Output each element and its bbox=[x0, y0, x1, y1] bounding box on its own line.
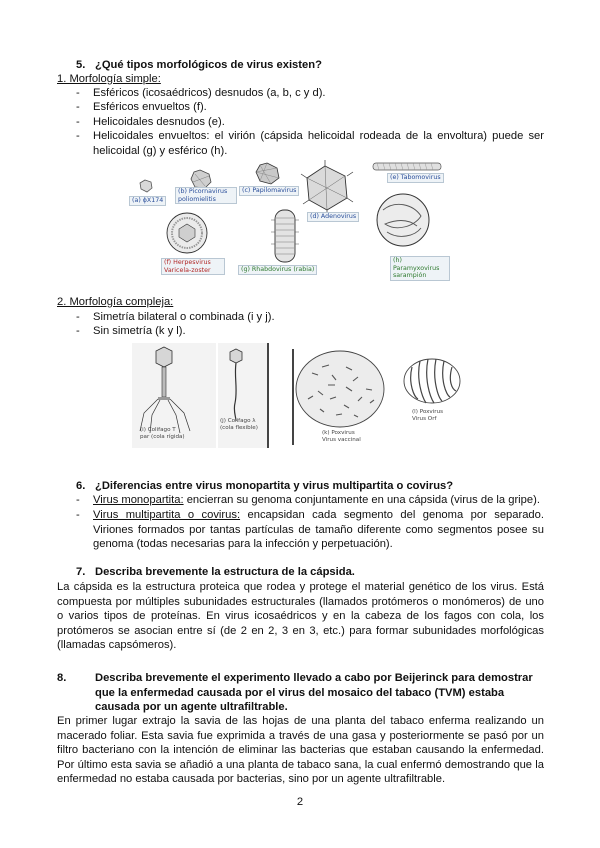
label-virus-e: (e) Tabomovirus bbox=[387, 173, 444, 183]
virus-g-drawing bbox=[271, 210, 299, 262]
simple-item-4: - Helicoidales envueltos: el virión (cápsida helicoidal rodeada de la envoltura) puede ser helicoidal (g) y esférico (h). bbox=[76, 129, 544, 158]
q7-heading bbox=[76, 565, 544, 580]
label-virus-h: (h) Paramyxovirus sarampión bbox=[390, 256, 450, 281]
label-virus-d: (d) Adenovirus bbox=[307, 212, 359, 222]
term-monopartita: Virus monopartita: bbox=[93, 494, 184, 506]
q6-item-monopartita bbox=[76, 493, 544, 508]
q7-number: 7. bbox=[76, 566, 86, 578]
q8-heading bbox=[57, 671, 544, 715]
virus-a-drawing bbox=[140, 180, 152, 192]
complex-morphology-figure bbox=[132, 343, 470, 448]
label-virus-k: (k) Poxvirus Virus vaccinal bbox=[322, 430, 361, 443]
text-monopartita: encierran su genoma conjuntamente en una cápsida (virus de la gripe). bbox=[183, 494, 540, 506]
label-virus-b: (b) Picornavirus poliomielitis bbox=[175, 187, 237, 204]
virus-l-drawing bbox=[404, 359, 460, 403]
label-virus-f: (f) Herpesvirus Varicela-zoster bbox=[161, 258, 225, 275]
label-virus-i: (i) Colifago T par (cola rígida) bbox=[140, 427, 185, 440]
q5-number: 5. bbox=[76, 59, 86, 71]
virus-b-drawing bbox=[191, 170, 211, 188]
virus-f-drawing bbox=[167, 213, 207, 253]
q6-item-multipartita bbox=[76, 508, 544, 552]
virus-k-drawing bbox=[296, 351, 384, 427]
panel-divider-left bbox=[267, 343, 269, 448]
q5-title: ¿Qué tipos morfológicos de virus existen? bbox=[95, 59, 322, 71]
virus-c-drawing bbox=[256, 163, 279, 184]
complex-morphology-heading: 2. Morfología compleja: bbox=[57, 296, 174, 308]
simple-morphology-heading: 1. Morfología simple: bbox=[57, 73, 161, 85]
panel-divider-right bbox=[292, 349, 294, 445]
q6-heading bbox=[76, 479, 544, 494]
panel-j-bg bbox=[218, 343, 268, 448]
text-multipartita: encapsidan cada segmento del genoma por separado. Viriones formados por tantas partículas de tamaño diferente como segmentos posee su genoma (todas necesarias para la infección y perpetuación). bbox=[93, 509, 544, 551]
label-virus-l: (l) Poxvirus Virus Orf bbox=[412, 409, 444, 422]
simple-item-2: - Esféricos envueltos (f). bbox=[76, 100, 544, 115]
label-virus-g: (g) Rhabdovirus (rabia) bbox=[238, 265, 317, 275]
q7-answer: La cápsida es la estructura proteica que rodea y protege el material genético de los virus. Está compuesta por múltiples subunidades estructurales (llamados protómeros o monómeros) de uno o varios tipos de proteínas. En virus icosaédricos y en la cabeza de los fagos con cola, los protómeros se asocian entre sí (de 2 en 2, 3 en 3, etc.) para formar subunidades morfológicas (llamadas capsómeros). bbox=[57, 581, 544, 652]
q8-number: 8. bbox=[57, 672, 67, 684]
simple-item-1: - Esféricos (icosaédricos) desnudos (a, b, c y d). bbox=[76, 86, 544, 101]
q6-number: 6. bbox=[76, 480, 86, 492]
q7-title: Describa brevemente la estructura de la cápsida. bbox=[95, 566, 355, 578]
virus-e-drawing bbox=[373, 163, 441, 170]
label-virus-c: (c) Papilomavirus bbox=[239, 186, 299, 196]
page-number: 2 bbox=[296, 796, 304, 808]
virus-h-drawing bbox=[377, 194, 429, 246]
label-virus-a: (a) ϕX174 bbox=[129, 196, 166, 206]
virus-d-drawing bbox=[301, 160, 353, 216]
simple-item-3: - Helicoidales desnudos (e). bbox=[76, 115, 544, 130]
q8-title: Describa brevemente el experimento llevado a cabo por Beijerinck para demostrar que la enfermedad causada por el virus del mosaico del tabaco (TVM) estaba causada por un agente ultrafiltrable. bbox=[95, 672, 533, 714]
q6-title: ¿Diferencias entre virus monopartita y virus multipartita o covirus? bbox=[95, 480, 454, 492]
complex-item-2: - Sin simetría (k y l). bbox=[76, 324, 544, 339]
complex-item-1: - Simetría bilateral o combinada (i y j). bbox=[76, 310, 544, 325]
label-virus-j: (j) Colifago λ (cola flexible) bbox=[220, 418, 258, 431]
simple-morphology-figure bbox=[125, 160, 445, 285]
q8-answer: En primer lugar extrajo la savia de las hojas de una planta del tabaco enferma realizando un macerado foliar. Esta savia fue exprimida a través de una gasa y posteriormente se pasó por un filtro bacteriano con la intención de eliminar las bacterias que estaban causando la enfermedad. Por último esta savia se añadió a una planta de tabaco sana, la cual enfermó demostrando que la enfermedad no estaba causada por bacterias, sino por un agente ultrafiltrable. bbox=[57, 715, 544, 786]
term-multipartita: Virus multipartita o covirus: bbox=[93, 509, 241, 521]
q5-heading bbox=[76, 58, 544, 73]
